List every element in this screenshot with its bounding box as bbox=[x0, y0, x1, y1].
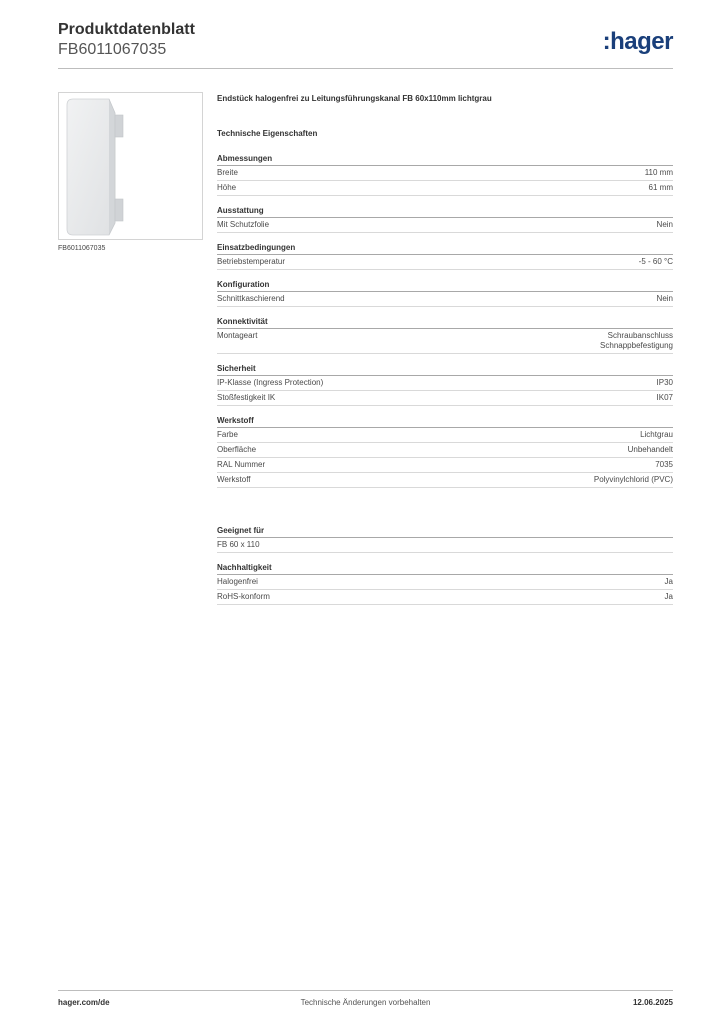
spec-value: IK07 bbox=[656, 393, 673, 402]
spec-row bbox=[217, 255, 673, 270]
spec-value: Ja bbox=[664, 592, 673, 601]
section-title: Konfiguration bbox=[217, 280, 673, 292]
spec-row bbox=[217, 473, 673, 488]
spec-value: 7035 bbox=[655, 460, 673, 469]
section-title: Sicherheit bbox=[217, 364, 673, 376]
spec-value: 110 mm bbox=[644, 168, 673, 177]
product-code: FB6011067035 bbox=[58, 41, 167, 58]
spec-label: Schnittkaschierend bbox=[217, 294, 285, 303]
spec-value: Lichtgrau bbox=[640, 430, 673, 439]
spec-label: Montageart bbox=[217, 331, 258, 340]
spec-value: Ja bbox=[664, 577, 673, 586]
spec-row bbox=[217, 166, 673, 181]
spec-row bbox=[217, 443, 673, 458]
spec-value: IP30 bbox=[656, 378, 673, 387]
spec-label: Breite bbox=[217, 168, 238, 177]
spec-label: RoHS-konform bbox=[217, 592, 270, 601]
product-title: Endstück halogenfrei zu Leitungsführungskanal FB 60x110mm lichtgrau bbox=[217, 94, 492, 103]
tech-heading: Technische Eigenschaften bbox=[217, 129, 318, 138]
section-abmessungen bbox=[217, 154, 673, 196]
section-title: Nachhaltigkeit bbox=[217, 563, 673, 575]
footer-date: 12.06.2025 bbox=[632, 998, 673, 1007]
section-title: Geeignet für bbox=[217, 526, 673, 538]
section-title: Ausstattung bbox=[217, 206, 673, 218]
section-konfiguration bbox=[217, 280, 673, 307]
spec-row bbox=[217, 575, 673, 590]
image-caption: FB6011067035 bbox=[58, 245, 106, 252]
spec-value: Unbehandelt bbox=[627, 445, 673, 454]
footer-website: hager.com/de bbox=[58, 998, 110, 1007]
section-konnektivitaet bbox=[217, 317, 673, 354]
spec-row bbox=[217, 376, 673, 391]
product-image bbox=[58, 92, 203, 240]
spec-row bbox=[217, 458, 673, 473]
section-sicherheit bbox=[217, 364, 673, 406]
page-header bbox=[58, 20, 673, 60]
section-geeignet-fuer bbox=[217, 526, 673, 553]
spec-value: Nein bbox=[656, 294, 673, 303]
spec-value: Schraubanschluss Schnappbefestigung bbox=[600, 331, 673, 350]
spec-label: FB 60 x 110 bbox=[217, 540, 260, 549]
section-title: Einsatzbedingungen bbox=[217, 243, 673, 255]
section-einsatzbedingungen bbox=[217, 243, 673, 270]
hager-logo: :hager bbox=[602, 28, 673, 55]
spec-label: Halogenfrei bbox=[217, 577, 258, 586]
spec-label: Betriebstemperatur bbox=[217, 257, 286, 266]
end-cap-icon bbox=[59, 93, 202, 239]
spec-value: Polyvinylchlorid (PVC) bbox=[593, 475, 673, 484]
logo-text: hager bbox=[610, 28, 673, 55]
product-content bbox=[217, 94, 673, 615]
section-title: Konnektivität bbox=[217, 317, 673, 329]
spec-label: Stoßfestigkeit IK bbox=[217, 393, 276, 402]
footer-divider bbox=[58, 990, 673, 991]
spec-row bbox=[217, 181, 673, 196]
section-werkstoff bbox=[217, 416, 673, 488]
spec-label: Farbe bbox=[217, 430, 238, 439]
spec-row bbox=[217, 538, 673, 553]
spec-row bbox=[217, 590, 673, 605]
section-nachhaltigkeit bbox=[217, 563, 673, 605]
spec-row bbox=[217, 218, 673, 233]
spec-value: 61 mm bbox=[648, 183, 673, 192]
section-ausstattung bbox=[217, 206, 673, 233]
spec-row bbox=[217, 292, 673, 307]
spec-row bbox=[217, 329, 673, 354]
spec-label: RAL Nummer bbox=[217, 460, 266, 469]
spec-value: Nein bbox=[656, 220, 673, 229]
section-title: Abmessungen bbox=[217, 154, 673, 166]
spec-value: -5 - 60 °C bbox=[638, 257, 673, 266]
spec-label: Werkstoff bbox=[217, 475, 251, 484]
footer-notice: Technische Änderungen vorbehalten bbox=[300, 998, 431, 1007]
spec-label: Höhe bbox=[217, 183, 237, 192]
spec-label: IP-Klasse (Ingress Protection) bbox=[217, 378, 324, 387]
page-title: Produktdatenblatt bbox=[58, 21, 195, 38]
section-title: Werkstoff bbox=[217, 416, 673, 428]
header-divider bbox=[58, 68, 673, 69]
spec-row bbox=[217, 391, 673, 406]
spec-label: Oberfläche bbox=[217, 445, 257, 454]
spec-row bbox=[217, 428, 673, 443]
spec-label: Mit Schutzfolie bbox=[217, 220, 270, 229]
